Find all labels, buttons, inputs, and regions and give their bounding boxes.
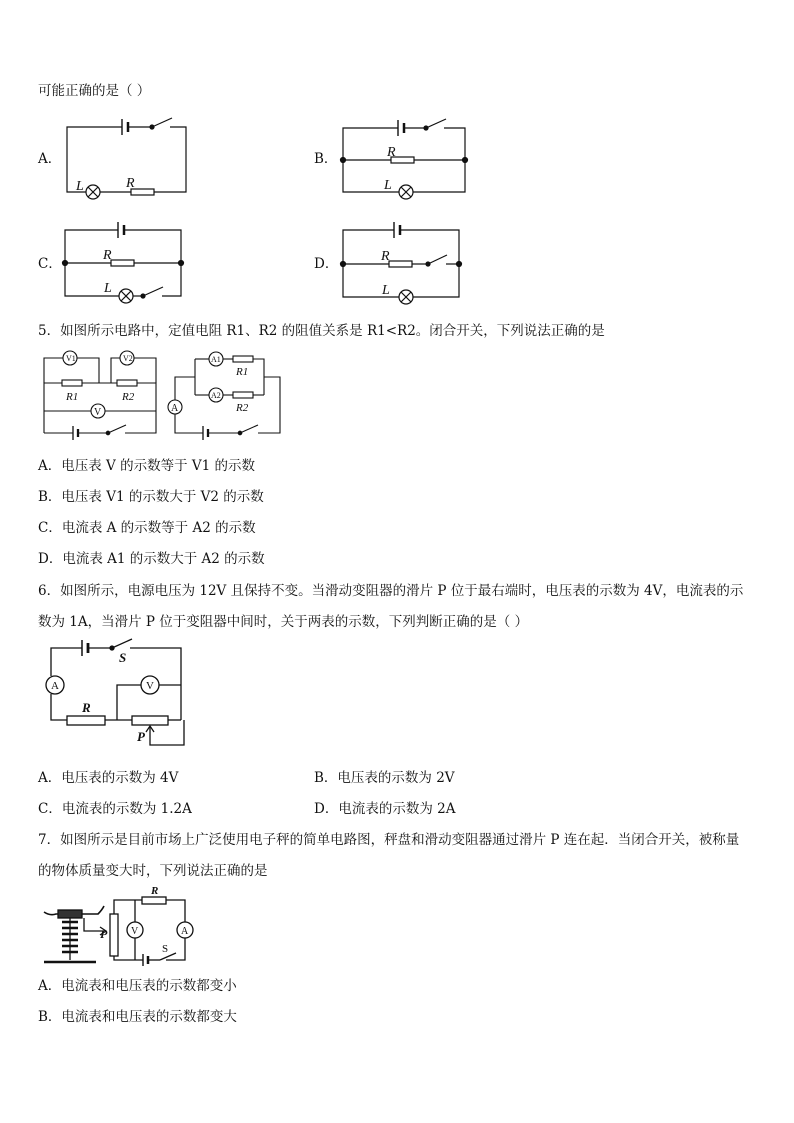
q6-option-d: D．电流表的示数为 2A <box>314 801 456 817</box>
q5-a1-meter-label: A1 <box>211 355 221 364</box>
q6-circuit <box>46 639 184 745</box>
q7-stem-line1: 7．如图所示是目前市场上广泛使用电子秤的简单电路图，秤盘和滑动变阻器通过滑片 P 连在起．当闭合开关，被称量 <box>38 832 740 848</box>
q4-circuit-d <box>341 222 462 304</box>
q5-option-c: C．电流表 A 的示数等于 A2 的示数 <box>38 520 256 536</box>
q6-switch-label: S <box>119 650 127 665</box>
q6-option-b: B．电压表的示数为 2V <box>314 770 455 786</box>
q7-resistor-label: R <box>151 885 159 897</box>
q7-option-b: B．电流表和电压表的示数都变大 <box>38 1009 237 1025</box>
q7-switch-label: S <box>162 943 169 955</box>
q4-circuit-b <box>341 119 468 199</box>
q7-ammeter-label: A <box>181 926 189 937</box>
q6-voltmeter-label: V <box>146 680 154 692</box>
q6-option-a: A．电压表的示数为 4V <box>38 770 179 786</box>
q5-circuit-left <box>44 351 156 440</box>
q5-v1-meter-label: V1 <box>66 354 76 363</box>
q4b-lamp-label: L <box>384 178 392 193</box>
q4-stem: 可能正确的是（ ） <box>38 83 151 99</box>
q5-a2-meter-label: A2 <box>211 391 221 400</box>
q4c-lamp-label: L <box>104 281 112 296</box>
q7-slider-label: P <box>100 927 108 941</box>
q4a-resistor-label: R <box>126 176 135 191</box>
q4a-lamp-label: L <box>76 179 84 194</box>
q4-option-d-label: D． <box>314 256 339 272</box>
q5-option-a: A．电压表 V 的示数等于 V1 的示数 <box>38 458 256 474</box>
q6-resistor-label: R <box>82 700 91 715</box>
q4-option-c-label: C． <box>38 256 62 272</box>
q6-ammeter-label: A <box>51 680 59 692</box>
q5-stem: 5．如图所示电路中，定值电阻 R1、R2 的阻值关系是 R1<R2。闭合开关，下列说法正确的是 <box>38 323 605 339</box>
q5-r1-label-left: R1 <box>66 391 79 403</box>
q6-stem-line2: 数为 1A，当滑片 P 位于变阻器中间时，关于两表的示数，下列判断正确的是（ ） <box>38 614 529 630</box>
q6-stem-line1: 6．如图所示，电源电压为 12V 且保持不变。当滑动变阻器的滑片 P 位于最右端时，电压表的示数为 4V，电流表的示 <box>38 583 744 599</box>
q5-r2-label-right: R2 <box>236 402 249 414</box>
q7-stem-line2: 的物体质量变大时，下列说法正确的是 <box>38 863 268 879</box>
q4c-resistor-label: R <box>103 248 112 263</box>
q5-r2-label-left: R2 <box>122 391 135 403</box>
q4-option-b-label: B． <box>314 151 338 167</box>
q5-option-b: B．电压表 V1 的示数大于 V2 的示数 <box>38 489 264 505</box>
q5-v2-meter-label: V2 <box>123 354 133 363</box>
q5-a-meter-label: A <box>171 403 179 414</box>
q7-circuit <box>44 897 193 966</box>
q7-voltmeter-label: V <box>131 926 139 937</box>
q5-circuit-right <box>168 352 280 440</box>
q4d-lamp-label: L <box>382 283 390 298</box>
q5-option-d: D．电流表 A1 的示数大于 A2 的示数 <box>38 551 265 567</box>
q6-option-c: C．电流表的示数为 1.2A <box>38 801 192 817</box>
q7-option-a: A．电流表和电压表的示数都变小 <box>38 978 237 994</box>
q5-r1-label-right: R1 <box>236 366 249 378</box>
q6-slider-label: P <box>137 729 145 744</box>
q5-v-meter-label: V <box>94 407 102 418</box>
q4d-resistor-label: R <box>381 249 390 264</box>
q4-circuit-c <box>63 222 184 303</box>
q4-option-a-label: A． <box>38 151 62 167</box>
q4b-resistor-label: R <box>387 145 396 160</box>
